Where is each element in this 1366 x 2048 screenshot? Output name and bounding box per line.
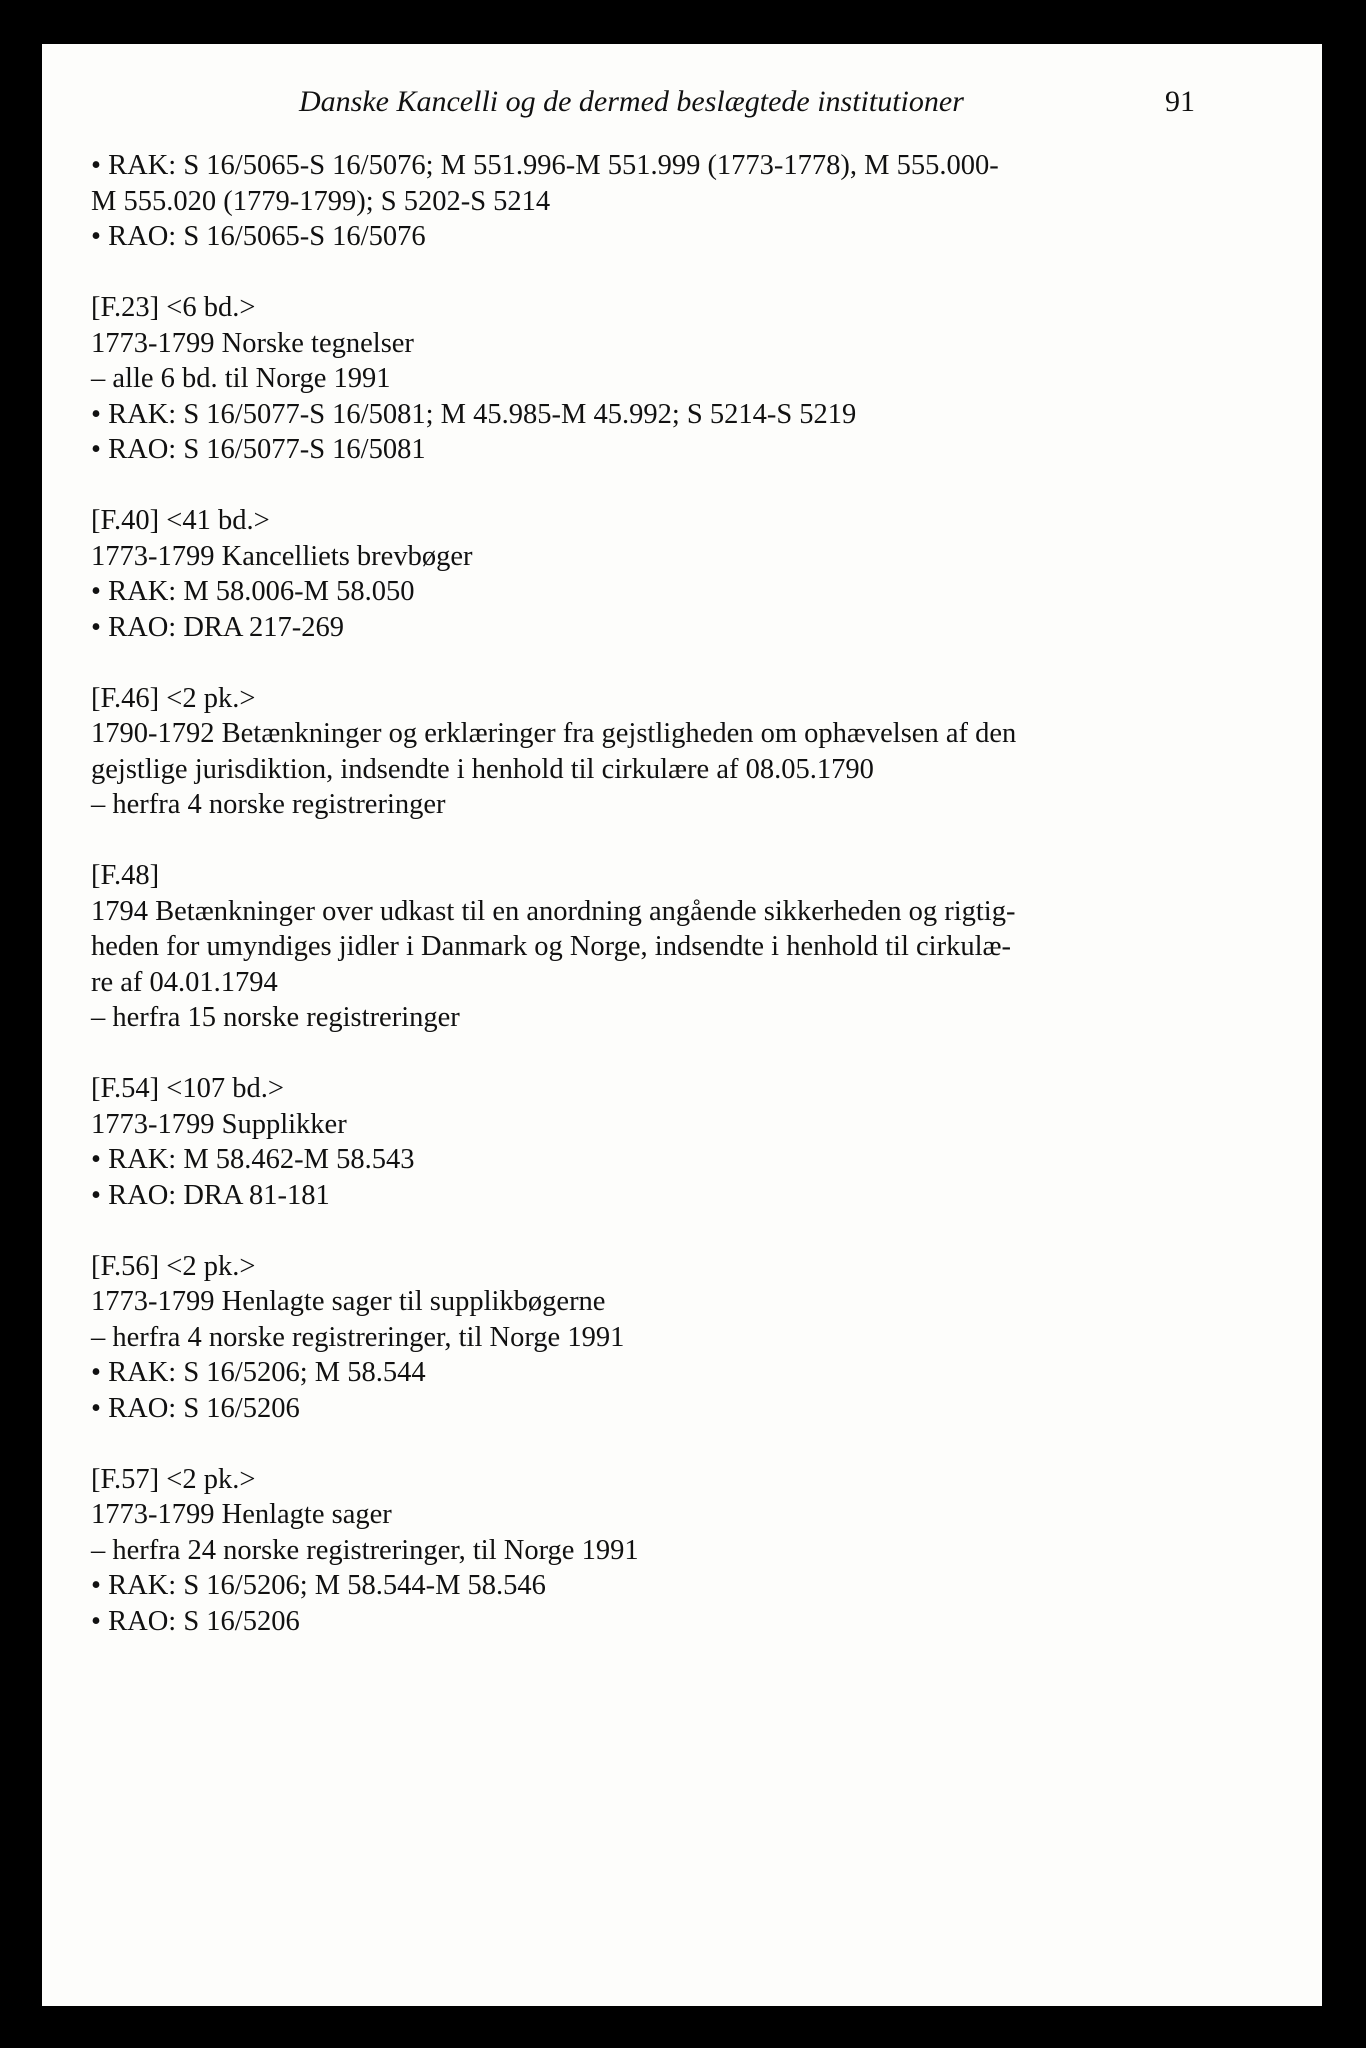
- text-line: • RAO: DRA 217-269: [91, 611, 345, 643]
- text-line: 1790-1792 Betænkninger og erklæringer fra gejstligheden om ophævelsen af den: [91, 718, 1017, 749]
- text-line: [F.57] <2 pk.>: [91, 1463, 256, 1495]
- record-block: [91, 681, 1191, 823]
- text-line: 1773-1799 Henlagte sager til supplikbøgerne: [91, 1286, 606, 1317]
- record-block: [91, 1462, 1191, 1640]
- text-line: • RAO: S 16/5077-S 16/5081: [91, 434, 426, 465]
- text-line: – herfra 24 norske registreringer, til Norge 1991: [91, 1534, 639, 1566]
- text-line: [F.54] <107 bd.>: [91, 1073, 284, 1104]
- record-block: [91, 1249, 1191, 1427]
- text-line: • RAK: M 58.006-M 58.050: [91, 576, 415, 607]
- record-block: [91, 290, 1191, 468]
- text-line: • RAK: S 16/5065-S 16/5076; M 551.996-M 551.999 (1773-1778), M 555.000-: [91, 150, 999, 181]
- record-block: [91, 503, 1191, 645]
- text-line: re af 04.01.1794: [91, 966, 278, 998]
- text-line: • RAK: S 16/5206; M 58.544: [91, 1357, 426, 1388]
- text-line: [F.40] <41 bd.>: [91, 505, 270, 536]
- text-line: M 555.020 (1779-1799); S 5202-S 5214: [91, 185, 551, 217]
- text-line: [F.48]: [91, 860, 160, 891]
- text-line: heden for umyndiges jidler i Danmark og Norge, indsendte i henhold til cirkulæ-: [91, 931, 1011, 962]
- text-line: gejstlige jurisdiktion, indsendte i henhold til cirkulære af 08.05.1790: [91, 753, 874, 785]
- text-line: 1794 Betænkninger over udkast til en anordning angående sikkerheden og rigtig-: [91, 895, 1016, 927]
- page-header: [255, 82, 1195, 122]
- text-line: 1773-1799 Norske tegnelser: [91, 327, 414, 359]
- record-block: [91, 148, 1191, 255]
- text-line: – alle 6 bd. til Norge 1991: [91, 363, 391, 394]
- page-number: 91: [1165, 85, 1195, 118]
- text-line: – herfra 4 norske registreringer, til Norge 1991: [91, 1321, 625, 1353]
- text-line: – herfra 15 norske registreringer: [91, 1002, 460, 1033]
- page-content: [91, 148, 1191, 1675]
- text-line: [F.46] <2 pk.>: [91, 682, 256, 714]
- text-line: • RAK: M 58.462-M 58.543: [91, 1144, 415, 1175]
- running-title: Danske Kancelli og de dermed beslægtede institutioner: [299, 85, 964, 118]
- text-line: [F.23] <6 bd.>: [91, 292, 256, 323]
- text-line: – herfra 4 norske registreringer: [91, 789, 446, 820]
- text-line: • RAO: S 16/5206: [91, 1392, 300, 1424]
- text-line: • RAK: S 16/5206; M 58.544-M 58.546: [91, 1570, 546, 1601]
- text-line: [F.56] <2 pk.>: [91, 1250, 256, 1282]
- text-line: • RAO: S 16/5065-S 16/5076: [91, 221, 426, 252]
- text-line: • RAO: DRA 81-181: [91, 1179, 330, 1211]
- text-line: 1773-1799 Henlagte sager: [91, 1499, 392, 1530]
- text-line: 1773-1799 Supplikker: [91, 1108, 347, 1140]
- text-line: • RAK: S 16/5077-S 16/5081; M 45.985-M 45.992; S 5214-S 5219: [91, 398, 857, 430]
- text-line: • RAO: S 16/5206: [91, 1605, 300, 1637]
- record-block: [91, 1071, 1191, 1213]
- text-line: 1773-1799 Kancelliets brevbøger: [91, 540, 473, 572]
- record-block: [91, 858, 1191, 1036]
